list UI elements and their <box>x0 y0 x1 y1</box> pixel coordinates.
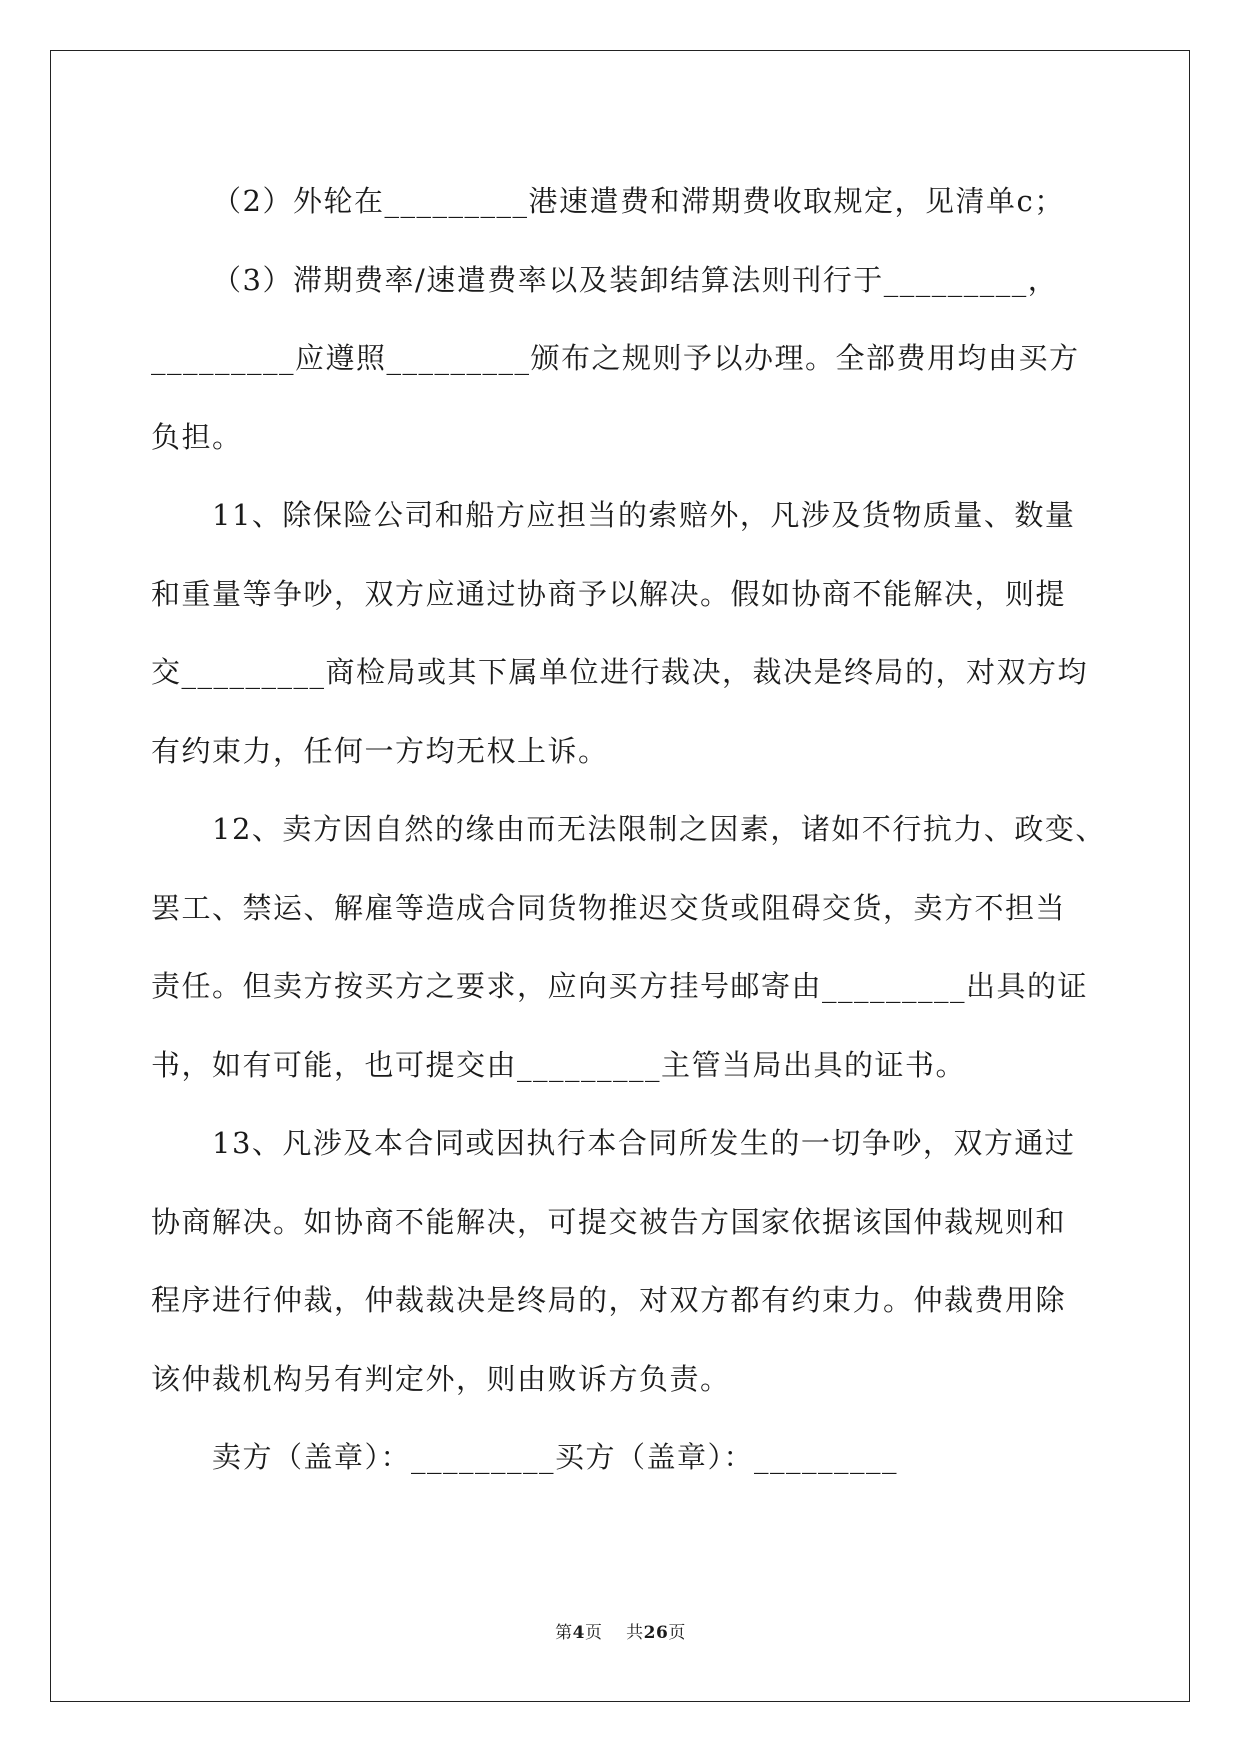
clause-13-line-4: 该仲裁机构另有判定外，则由败诉方负责。 <box>151 1361 731 1396</box>
clause-11-line-4: 有约束力，任何一方均无权上诉。 <box>151 733 609 768</box>
clause-11-line-1: 11、除保险公司和船方应担当的索赔外，凡涉及货物质量、数量 <box>212 498 1076 532</box>
total-prefix: 共 <box>626 1623 644 1643</box>
total-pages: 26 <box>643 1623 669 1643</box>
clause-10-3-line-1: （3）滞期费率/速遣费率以及装卸结算法则刊行于_________， <box>212 262 1059 297</box>
document-body <box>151 162 1106 1497</box>
page-prefix: 第 <box>555 1623 573 1643</box>
page-number: 4 <box>572 1623 586 1643</box>
clause-12-line-1: 12、卖方因自然的缘由而无法限制之因素，诸如不行抗力、政变、 <box>212 812 1106 846</box>
clause-12-line-2: 罢工、禁运、解雇等造成合同货物推迟交货或阻碍交货，卖方不担当 <box>151 890 1067 925</box>
clause-11-line-3: 交_________商检局或其下属单位进行裁决，裁决是终局的，对双方均 <box>151 655 1089 689</box>
clause-10-2-line-1: （2）外轮在_________港速遣费和滞期费收取规定，见清单c； <box>212 184 1065 218</box>
clause-13-line-1: 13、凡涉及本合同或因执行本合同所发生的一切争吵，双方通过 <box>212 1126 1076 1160</box>
page-footer <box>0 1618 1241 1643</box>
clause-13-line-3: 程序进行仲裁，仲裁裁决是终局的，对双方都有约束力。仲裁费用除 <box>151 1283 1067 1317</box>
signature-line: 卖方（盖章）：_________买方（盖章）：_________ <box>212 1440 899 1474</box>
clause-12-line-4: 书，如有可能，也可提交由_________主管当局出具的证书。 <box>151 1047 967 1082</box>
clause-12-line-3: 责任。但卖方按买方之要求，应向买方挂号邮寄由_________出具的证 <box>151 969 1089 1003</box>
page-suffix: 页 <box>585 1623 603 1643</box>
total-suffix: 页 <box>668 1623 686 1643</box>
clause-11-line-2: 和重量等争吵，双方应通过协商予以解决。假如协商不能解决，则提 <box>151 576 1067 611</box>
clause-13-line-2: 协商解决。如协商不能解决，可提交被告方国家依据该国仲裁规则和 <box>151 1204 1067 1239</box>
clause-10-3-line-3: 负担。 <box>151 419 243 454</box>
clause-10-3-line-2: _________应遵照_________颁布之规则予以办理。全部费用均由买方 <box>151 341 1080 375</box>
